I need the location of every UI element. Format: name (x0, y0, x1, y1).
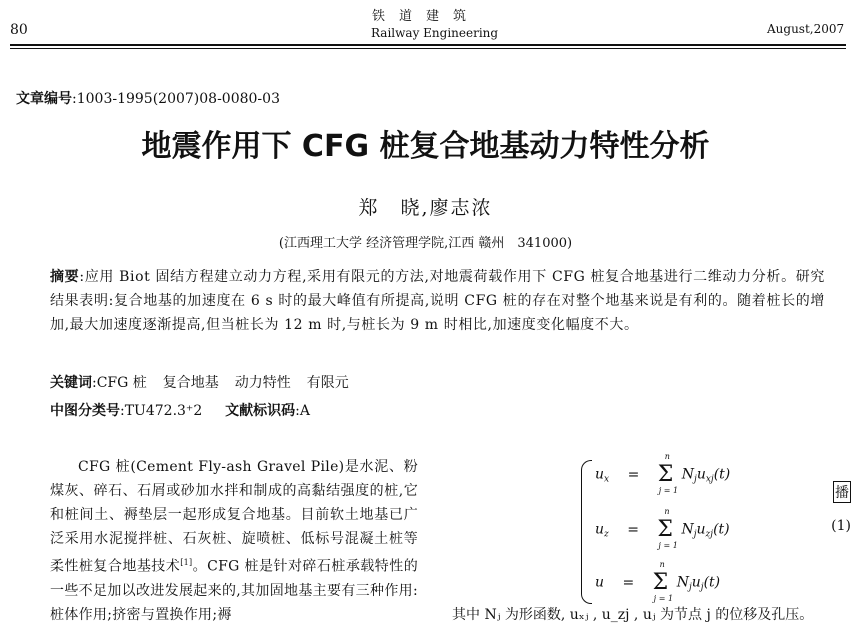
clipped-glyph: 播 (833, 481, 851, 503)
authors: 郑 晓,廖志浓 (358, 197, 493, 219)
body-paragraph (50, 455, 418, 627)
equation-note: 其中 Nⱼ 为形函数, uₓⱼ , u_zj , uⱼ 为节点 j 的位移及孔压。 (452, 607, 814, 623)
classification (50, 400, 310, 420)
article-number (16, 88, 280, 108)
eq-lhs-sub: x (604, 474, 610, 485)
eq-term: N (676, 574, 689, 591)
eq-var: u (696, 521, 706, 538)
journal-name-chinese: 铁道建筑 (372, 9, 481, 24)
issue-date: August,2007 (767, 22, 845, 36)
eq-lhs: u (595, 574, 605, 591)
header-rule (10, 44, 846, 46)
clc-value: :TU472.3⁺2 (120, 403, 203, 419)
equation-row (595, 560, 721, 603)
eq-var-sub: j (700, 582, 704, 593)
eq-equals: = (622, 574, 635, 591)
eq-term-sub: j (693, 529, 697, 540)
abstract-text: :应用 Biot 固结方程建立动力方程,采用有限元的方法,对地震荷载作用下 CFG 桩复合地基进行二维动力分析。研究结果表明:复合地基的加速度在 6 s 时的最大峰值有所提高,说明 CFG 桩的存在对整个地基来说是有利的。随着桩长的增加,最大加速度逐渐提高,但当桩长为 12 m 时,与桩长为 9 m 时相比,加速度变化幅度不大。 (50, 269, 825, 333)
page-number: 80 (10, 22, 28, 38)
eq-arg: (t) (713, 521, 730, 538)
affiliation: (江西理工大学 经济管理学院,江西 赣州 341000) (278, 236, 573, 251)
eq-term-sub: j (694, 474, 697, 485)
sum-upper: n (659, 560, 665, 569)
equation-row (595, 452, 731, 495)
sum-symbol: Σ n j = 1 (652, 560, 674, 603)
sum-lower: j = 1 (653, 594, 674, 603)
article-number-value: :1003-1995(2007)08-0080-03 (72, 91, 280, 107)
eq-arg: (t) (713, 466, 731, 483)
eq-var-sub: zj (705, 529, 714, 540)
eq-lhs-sub: z (604, 529, 609, 540)
eq-lhs: u (595, 521, 605, 538)
keyword-item: 动力特性 (234, 375, 291, 391)
doc-code-label: 文献标识码 (225, 403, 296, 419)
paper-title: 地震作用下 CFG 桩复合地基动力特性分析 (141, 129, 710, 164)
eq-var-sub: xj (705, 474, 714, 485)
eq-term-sub: j (688, 582, 692, 593)
eq-term: N (681, 466, 695, 483)
eq-equals: = (627, 521, 639, 538)
equation-number: (1) (831, 518, 851, 534)
clc-label: 中图分类号 (50, 403, 120, 419)
sum-lower: j = 1 (658, 541, 678, 550)
keywords-label: 关键词 (50, 375, 92, 391)
article-number-label: 文章编号 (16, 91, 72, 107)
equation-row (595, 507, 730, 550)
sum-upper: n (664, 452, 670, 461)
keywords (50, 372, 365, 392)
eq-equals: = (627, 466, 640, 483)
eq-var: u (691, 574, 701, 591)
eq-arg: (t) (703, 574, 721, 591)
sum-symbol: Σ n j = 1 (657, 507, 678, 550)
eq-var: u (696, 466, 706, 483)
keyword-item: 有限元 (306, 375, 349, 391)
eq-term: N (681, 521, 694, 538)
abstract (50, 265, 825, 337)
reference-mark: [1] (180, 558, 193, 567)
keyword-item: :CFG 桩 (92, 375, 147, 391)
eq-lhs: u (595, 466, 605, 483)
sum-upper: n (664, 507, 670, 516)
sum-symbol: Σ n j = 1 (657, 452, 679, 495)
abstract-label: 摘要 (50, 269, 80, 285)
header-rule-thin (10, 48, 846, 49)
body-text-part2: 。CFG 桩是针对碎石桩承载特性的一些不足加以改进发展起来的,其加固地基主要有三种作用:桩体作用;挤密与置换作用;褥 (50, 558, 418, 623)
sum-lower: j = 1 (658, 486, 679, 495)
body-text-part1: CFG 桩(Cement Fly-ash Gravel Pile)是水泥、粉煤灰、碎石、石屑或砂加水拌和制成的高黏结强度的桩,它和桩间土、褥垫层一起形成复合地基。目前软土地基已广泛采用水泥搅拌桩、石灰桩、旋喷桩、低标号混凝土桩等柔性桩复合地基技术 (50, 459, 418, 575)
doc-code-value: :A (295, 403, 310, 419)
keyword-item: 复合地基 (162, 375, 219, 391)
journal-name-english: Railway Engineering (371, 26, 499, 40)
equation-brace (581, 460, 592, 604)
